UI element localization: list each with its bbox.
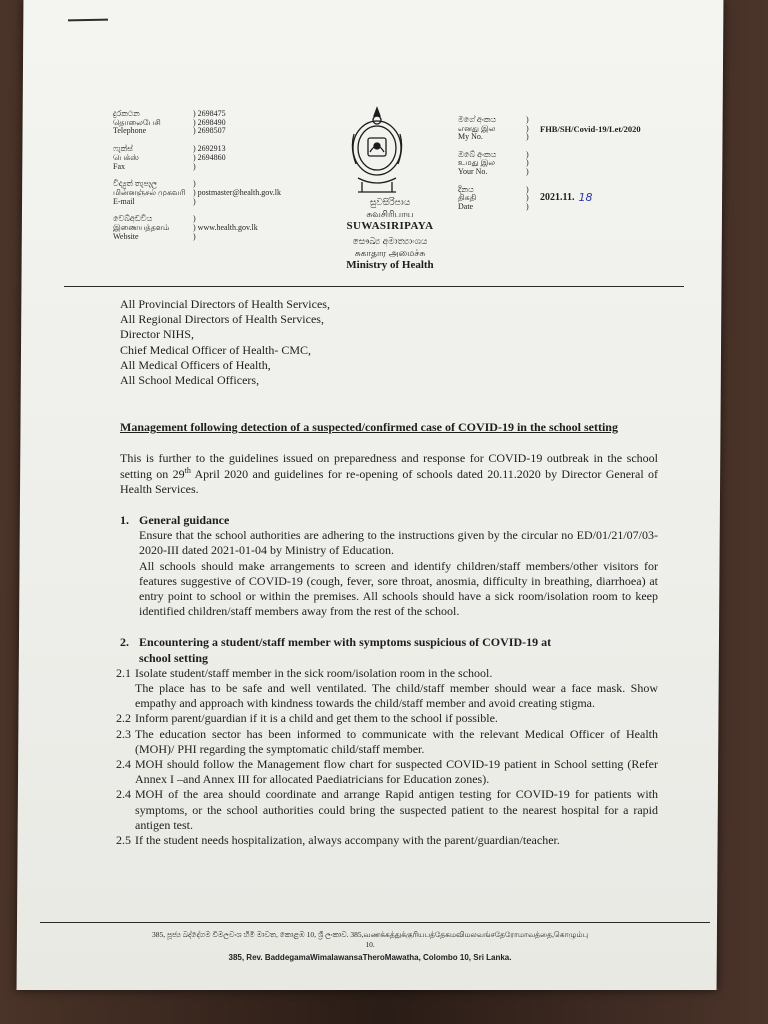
intro-paragraph: This is further to the guidelines issued on preparedness and response for COVID-19 outbreak in the school setting on 29th April 2020 and guidelines for re-opening of schools dated 20.11.2020 by Director General of Health Services. — [120, 451, 658, 496]
contact-row: වෙබ්අඩවිය ) — [113, 214, 196, 224]
ministry-english: Ministry of Health — [346, 259, 434, 271]
contact-row: Website ) — [113, 231, 196, 241]
list-item: The place has to be safe and well ventilated. The child/staff member should wear a face mask. Show empathy and approach with kindness towards the child/staff member and avoid creating stigma. — [135, 681, 658, 711]
addressee: Chief Medical Officer of Health- CMC, — [120, 342, 312, 357]
list-item: 2.4 MOH should follow the Management flow chart for suspected COVID-19 patient in School setting (Refer Annex I –and Annex III for allocated Paediatricians for Education zones). — [116, 757, 658, 787]
footer-address-en: 385, Rev. BaddegamaWimalawansaTheroMawatha, Colombo 10, Sri Lanka. — [228, 953, 512, 962]
contact-row: විද්‍යුත් තැපෑල ) — [113, 179, 196, 189]
date-value: 2021.11. — [540, 192, 575, 204]
addressee: All Provincial Directors of Health Services, — [120, 297, 330, 311]
list-item: 2.1 Isolate student/staff member in the sick room/isolation room in the school. — [116, 665, 493, 680]
handwritten-day: 18 — [578, 191, 593, 205]
suwasiripaya-tamil: சுவசிரிபாய — [366, 209, 414, 219]
section-encountering: 2. Encountering a student/staff member with symptoms suspicious of COVID-19 at school setting 2.1 Isolate student/staff member in the sick room/isolation room in the school. The place has to be safe and well ventilated. The child/staff member should wear a face mask. Show empathy and approach with kindness towards the child/staff member and avoid creating stigma. 2.2 Inform parent/guardian if it is a child and get them to the school if possible. 2.3 The education sector has been informed to communicate with the relevant Medical Officer of Health (MOH)/ PHI regarding the symptomatic child/staff member. 2.4 MOH should follow the Management flow chart for suspected COVID-19 patient in School setting (Refer Annex I –and Annex III for allocated Paediatricians for Education zones). 2.4 MOH of the area should coordinate and arrange Rapid antigen testing for COVID-19 for patients with symptoms, or the school authorities could bring the suspected patient to the nearest hospital for a rapid antigen test. 2.5 If the student needs hospitalization, always accompany with the parent/guardian/teacher. — [116, 635, 658, 848]
contact-row: E-mail ) — [113, 196, 196, 206]
contact-row: இணையத்தளம் ) www.health.gov.lk — [113, 223, 258, 233]
section-title: General guidance — [139, 513, 230, 528]
suwasiripaya-sinhala: සුවසිරිපාය — [369, 197, 411, 207]
section-paragraph: All schools should make arrangements to screen and identify children/staff members/other visitors for features suggestive of COVID-19 (cough, fever, sore throat, anosmia, difficulty in breathing, diarrhoea) at entry point to school or within the premises. All schools should have a sick room/isolation room to keep identified children/staff members away from the rest of the school. — [139, 558, 658, 619]
section-paragraph: Ensure that the school authorities are adhering to the instructions given by the circular no ED/01/21/07/03-2020-III dated 2021-01-04 by Ministry of Education. — [139, 528, 658, 558]
ministry-tamil: சுகாதார அமைச்சு — [354, 248, 426, 258]
addressee: All Medical Officers of Health, — [120, 357, 271, 372]
contact-row: දුරකථන ) 2698475 — [113, 109, 226, 118]
contact-row: மின்னஞ்சல் முகவரி ) postmaster@health.gov.lk — [113, 187, 281, 197]
addressee: All Regional Directors of Health Services, — [120, 312, 324, 327]
list-item: 2.4 MOH of the area should coordinate and arrange Rapid antigen testing for COVID-19 for patients with symptoms, or the school authorities could bring the suspected patient to the nearest hospital for a rapid antigen test. — [116, 787, 658, 832]
subject-line: Management following detection of a suspected/confirmed case of COVID-19 in the school setting — [120, 420, 618, 435]
list-item: 2.2 Inform parent/guardian if it is a child and get them to the school if possible. — [116, 711, 498, 726]
contact-block — [113, 110, 328, 241]
contact-row: பெக்ஸ் ) 2694860 — [113, 152, 226, 162]
reference-block: මගේ අංකය ) எனது இல ) FHB/SH/Covid-19/Let/2020 My No. ) ඔබේ අංකය ) உமது இல ) Your No. ) දිනය ) திகதி ) 2021.11. 18 Date ) — [458, 115, 641, 211]
letter-body — [116, 297, 658, 848]
header-divider — [64, 286, 684, 287]
my-number-value: FHB/SH/Covid-19/Let/2020 — [540, 123, 641, 134]
contact-row: Fax ) — [113, 161, 196, 171]
ministry-sinhala: සෞඛ්‍ය අමාත්‍යාංශය — [352, 236, 428, 246]
contact-row: தொலைபேசி ) 2698490 — [113, 117, 226, 127]
addressee: All School Medical Officers, — [120, 373, 260, 388]
section-title: Encountering a student/staff member with symptoms suspicious of COVID-19 at — [139, 635, 552, 650]
ministry-title-block — [320, 196, 460, 271]
footer-postcode: 10. — [365, 940, 375, 949]
addressee: Director NIHS, — [120, 327, 194, 342]
list-item: 2.5 If the student needs hospitalization, always accompany with the parent/guardian/teacher. — [116, 833, 560, 848]
suwasiripaya-english: SUWASIRIPAYA — [346, 220, 434, 232]
list-item: 2.3 The education sector has been informed to communicate with the relevant Medical Officer of Health (MOH)/ PHI regarding the symptomatic child/staff member. — [116, 726, 658, 756]
sri-lanka-emblem-icon — [344, 104, 410, 196]
footer-divider — [40, 922, 710, 923]
contact-row: ෆැක්ස් ) 2692913 — [113, 144, 226, 154]
footer-address-si-ta: 385, පූජ්‍ය බද්දේගම විමලවංශ හිමි මාවත, කොළඹ 10, ශ්‍රී ලංකාව. 385,வணக்கத்துக்குரியபத்தேகமவிமலவங்சதேரோமாவத்தை,கொழும்பு — [151, 930, 589, 939]
contact-row: Telephone ) 2698507 — [113, 126, 226, 136]
section-general-guidance: 1. General guidance Ensure that the school authorities are adhering to the instructions given by the circular no ED/01/21/07/03-2020-III dated 2021-01-04 by Ministry of Education. All schools should make arrangements to screen and identify children/staff members/other visitors for features suggestive of COVID-19 (cough, fever, sore throat, anosmia, difficulty in breathing, diarrhoea) at entry point to school or within the premises. All schools should have a sick room/isolation room to keep identified children/staff members away from the rest of the school. — [120, 513, 658, 619]
footer-address — [40, 930, 700, 963]
addressee-list — [120, 297, 658, 388]
